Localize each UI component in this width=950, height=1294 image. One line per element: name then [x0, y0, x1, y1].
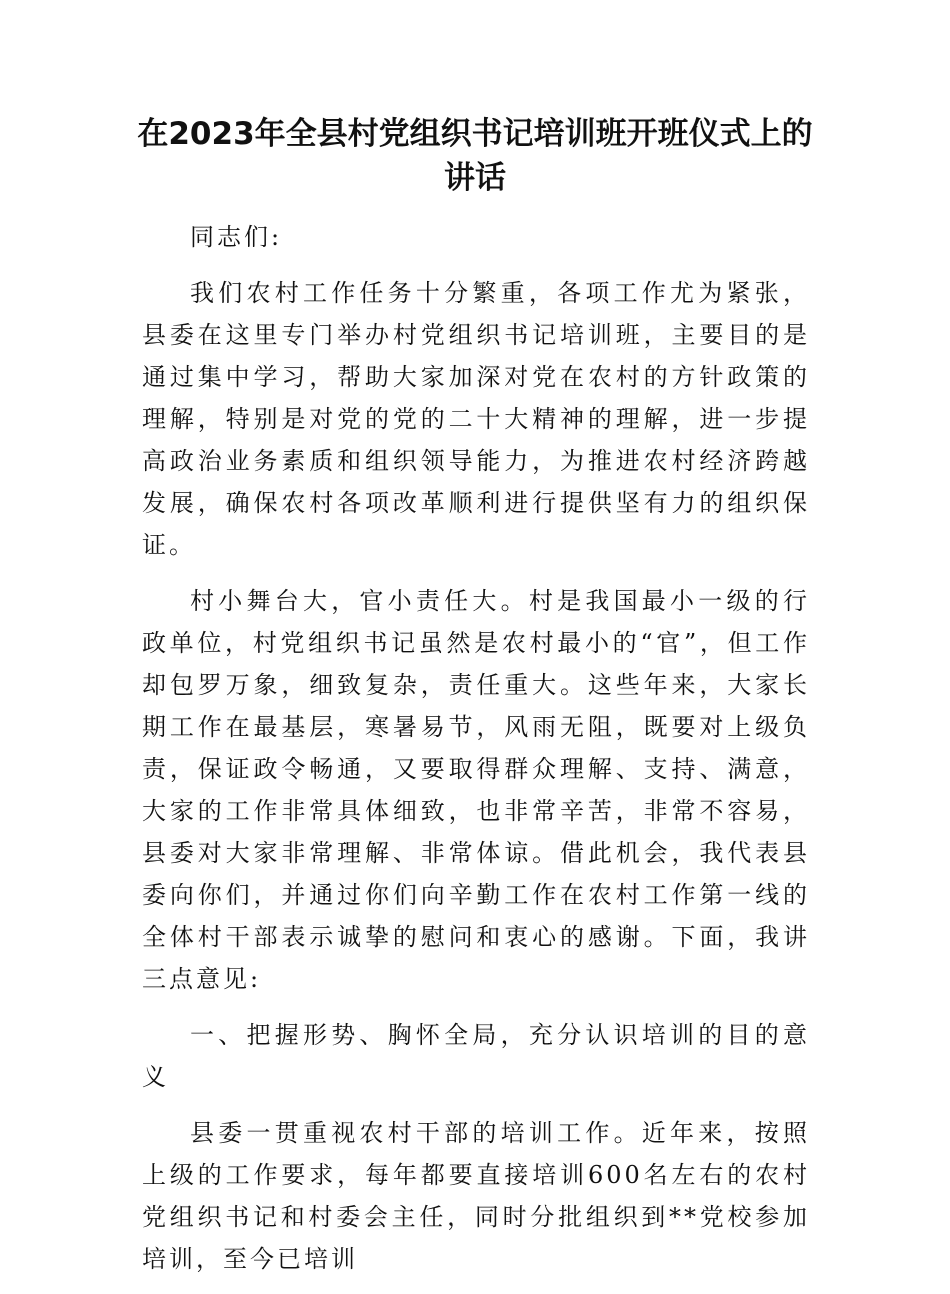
document-body [142, 216, 810, 1294]
paragraph-training: 县委一贯重视农村干部的培训工作。近年来，按照上级的工作要求，每年都要直接培训600名左右的农村党组织书记和村委会主任，同时分批组织到**党校参加培训，至今已培训 [142, 1119, 810, 1273]
section-heading-1: 一、把握形势、胸怀全局，充分认识培训的目的意义 [142, 1021, 810, 1091]
salutation: 同志们: [190, 223, 283, 251]
document-title: 在2023年全县村党组织书记培训班开班仪式上的讲话 [137, 116, 813, 196]
paragraph-intro: 我们农村工作任务十分繁重，各项工作尤为紧张，县委在这里专门举办村党组织书记培训班，主要目的是通过集中学习，帮助大家加深对党在农村的方针政策的理解，特别是对党的党的二十大精神的理解，进一步提高政治业务素质和组织领导能力，为推进农村经济跨越发展，确保农村各项改革顺利进行提供坚有力的组织保证。 [142, 279, 810, 559]
paragraph-village: 村小舞台大，官小责任大。村是我国最小一级的行政单位，村党组织书记虽然是农村最小的“官”，但工作却包罗万象，细致复杂，责任重大。这些年来，大家长期工作在最基层，寒暑易节，风雨无阻，既要对上级负责，保证政令畅通，又要取得群众理解、支持、满意，大家的工作非常具体细致，也非常辛苦，非常不容易，县委对大家非常理解、非常体谅。借此机会，我代表县委向你们，并通过你们向辛勤工作在农村工作第一线的全体村干部表示诚挚的慰问和衷心的感谢。下面，我讲三点意见: [142, 587, 810, 993]
